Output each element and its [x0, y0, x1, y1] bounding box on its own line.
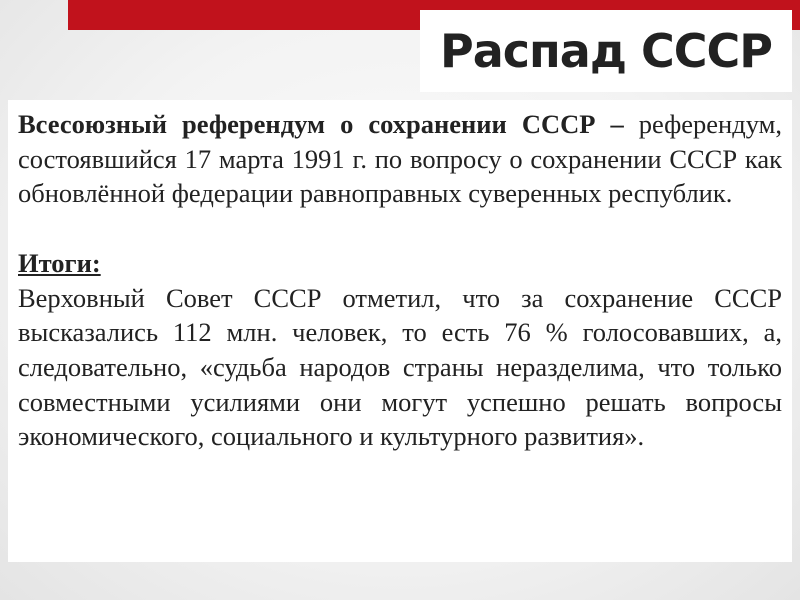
intro-term: Всесоюзный референдум о сохранении СССР – [18, 109, 624, 139]
intro-text: референдум, состоявшийся 17 марта 1991 г. по вопросу о сохранении СССР как обновлённой федерации равноправных суверенных республик. [18, 109, 782, 209]
results-heading: Итоги: [18, 247, 101, 278]
paragraph-spacer [18, 211, 782, 246]
slide-title: Распад СССР [439, 24, 772, 78]
content-panel [8, 100, 792, 562]
title-box [420, 10, 792, 92]
intro-paragraph [18, 107, 782, 211]
results-paragraph: Верховный Совет СССР отметил, что за сохранение СССР высказались 112 млн. человек, то есть 76 % голосовавших, а, следовательно, «судьба народов страны неразделима, что только совместными усилиями они могут успешно решать вопросы экономического, социального и культурного развития». [18, 282, 782, 452]
